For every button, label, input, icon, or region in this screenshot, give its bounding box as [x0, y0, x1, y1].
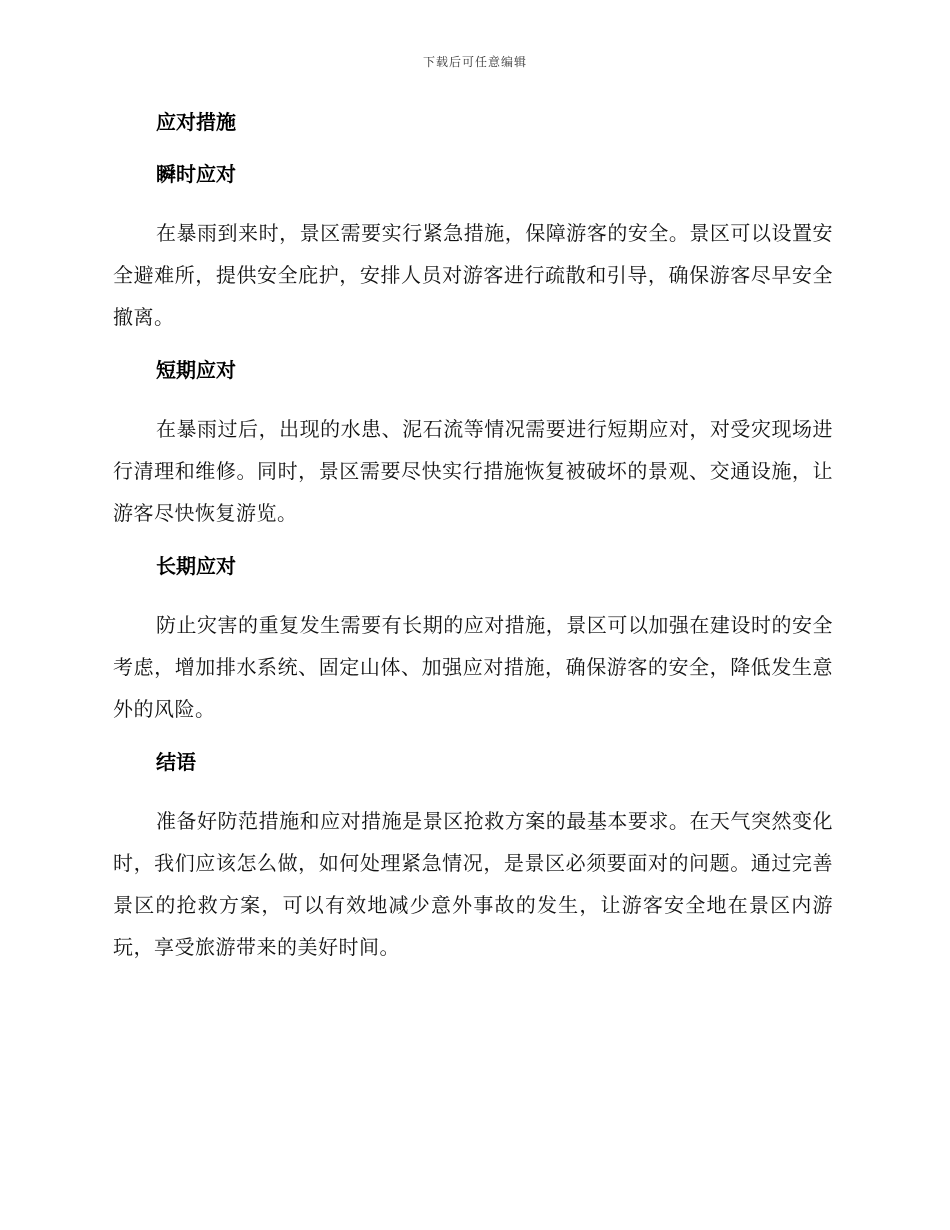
section-heading-short-term: 短期应对: [156, 358, 236, 382]
section-heading-conclusion: 结语: [156, 750, 196, 774]
section-heading-immediate: 瞬时应对: [156, 162, 236, 186]
section-paragraph-long-term: 防止灾害的重复发生需要有长期的应对措施，景区可以加强在建设时的安全考虑，增加排水系统、固定山体、加强应对措施，确保游客的安全，降低发生意外的风险。: [113, 613, 833, 721]
page-header: 下载后可任意编辑: [422, 55, 527, 69]
section-heading-response-measures: 应对措施: [156, 110, 236, 134]
section-paragraph-conclusion: 准备好防范措施和应对措施是景区抢救方案的最基本要求。在天气突然变化时，我们应该怎么做，如何处理紧急情况，是景区必须要面对的问题。通过完善景区的抢救方案，可以有效地减少意外事故的发生，让游客安全地在景区内游玩，享受旅游带来的美好时间。: [113, 809, 833, 959]
section-paragraph-short-term: 在暴雨过后，出现的水患、泥石流等情况需要进行短期应对，对受灾现场进行清理和维修。同时，景区需要尽快实行措施恢复被破坏的景观、交通设施，让游客尽快恢复游览。: [113, 417, 833, 525]
section-heading-long-term: 长期应对: [156, 554, 236, 578]
document-body: [113, 108, 833, 986]
section-paragraph-immediate: 在暴雨到来时，景区需要实行紧急措施，保障游客的安全。景区可以设置安全避难所，提供安全庇护，安排人员对游客进行疏散和引导，确保游客尽早安全撤离。: [113, 221, 833, 329]
